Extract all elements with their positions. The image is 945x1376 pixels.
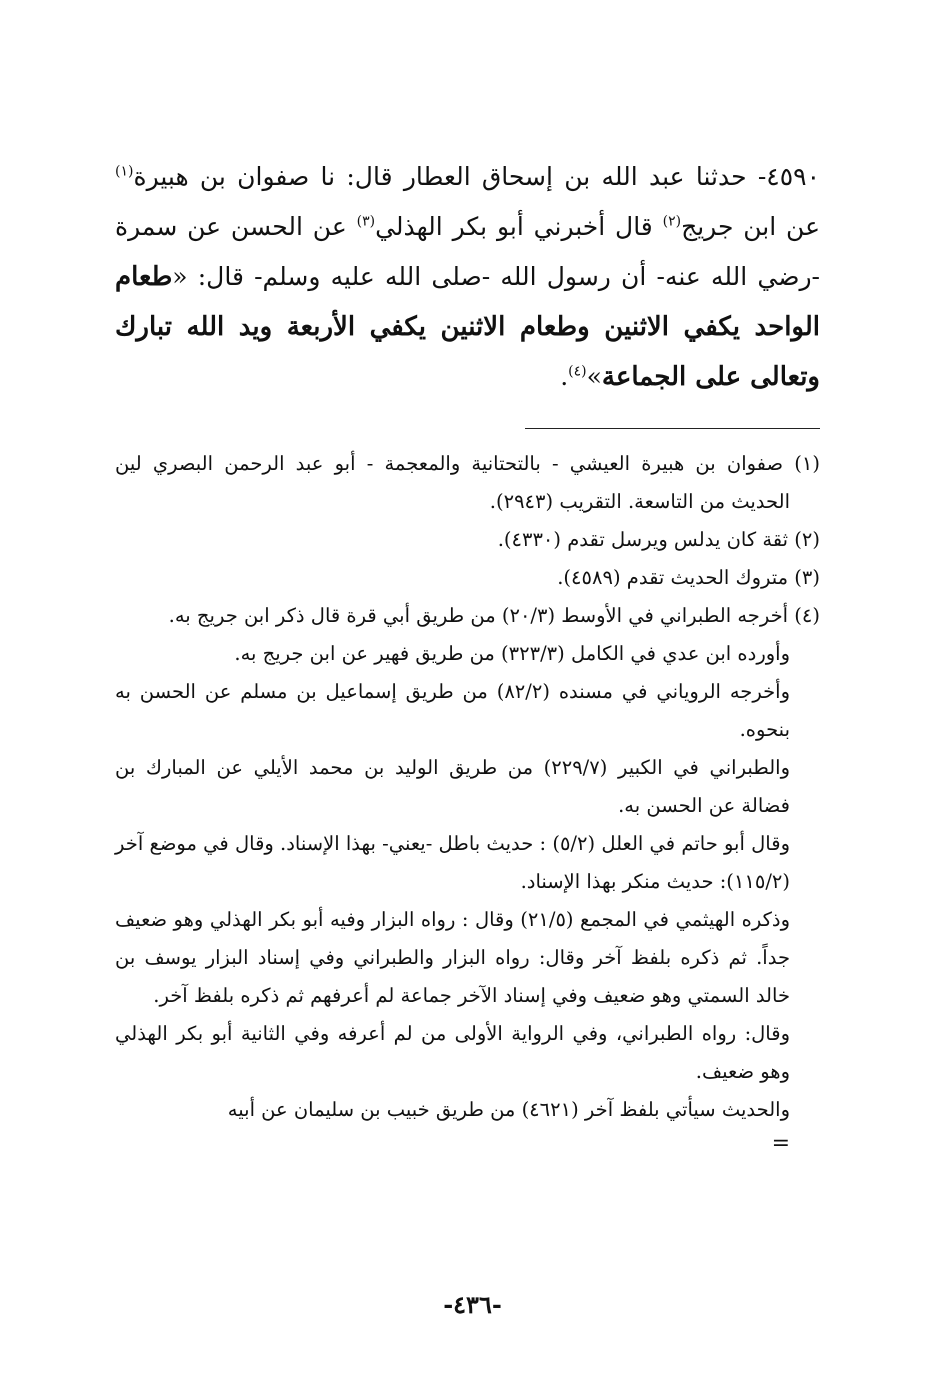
footnote-text: أخرجه الطبراني في الأوسط (٢٠/٣) من طريق أبي قرة قال ذكر ابن جريج به. bbox=[168, 604, 789, 627]
hadith-text-part: عن ابن جريج bbox=[681, 212, 820, 241]
footnote-ref-1: (١) bbox=[115, 163, 134, 180]
footnote-4 bbox=[115, 597, 820, 635]
hadith-paragraph bbox=[115, 152, 820, 402]
footnote-3 bbox=[115, 559, 820, 597]
footnote-ref-2: (٢) bbox=[662, 213, 682, 230]
footnote-4-detail: وذكره الهيثمي في المجمع (٢١/٥) وقال : رواه البزار وفيه أبو بكر الهذلي وهو ضعيف جداً. ثم ذكره بلفظ آخر وقال: رواه البزار والطبراني وفي إسناد البزار يوسف بن خالد السمتي وهو ضعيف وفي إسناد الآخر جماعة لم أعرفهم ثم ذكره بلفظ آخر. bbox=[115, 908, 790, 1007]
footnote-2 bbox=[115, 521, 820, 559]
footnote-4-detail: وقال: رواه الطبراني، وفي الرواية الأولى من لم أعرفه وفي الثانية أبو بكر الهذلي وهو ضعيف. bbox=[115, 1022, 790, 1083]
footnote-4-detail: وأخرجه الروياني في مسنده (٨٢/٢) من طريق إسماعيل بن مسلم عن الحسن به بنحوه. bbox=[115, 680, 790, 741]
hadith-text-part: عن الحسن عن سمرة -رضي الله عنه- أن رسول الله -صلى الله عليه وسلم- قال: « bbox=[115, 212, 820, 291]
footnote-text: صفوان بن هبيرة العيشي - بالتحتانية والمعجمة - أبو عبد الرحمن البصري لين الحديث من التاسعة. التقريب (٢٩٤٣). bbox=[115, 452, 790, 513]
footnote-number: (٤) bbox=[794, 604, 820, 627]
hadith-text-part: ٤٥٩٠- حدثنا عبد الله بن إسحاق العطار قال: نا صفوان بن هبيرة bbox=[133, 162, 820, 191]
footnote-1 bbox=[115, 445, 820, 521]
footnote-text: ثقة كان يدلس ويرسل تقدم (٤٣٣٠). bbox=[497, 528, 789, 551]
footnote-4-detail: وقال أبو حاتم في العلل (٥/٢) : حديث باطل -يعني- بهذا الإسناد. وقال في موضع آخر (١١٥/٢): حديث منكر بهذا الإسناد. bbox=[115, 832, 790, 893]
footnote-number: (٢) bbox=[794, 528, 820, 551]
footnote-ref-4: (٤) bbox=[568, 363, 587, 380]
footnote-text: متروك الحديث تقدم (٤٥٨٩). bbox=[557, 566, 789, 589]
footnote-separator bbox=[525, 428, 820, 429]
hadith-text-part: » bbox=[586, 362, 602, 391]
page-number: -٤٣٦- bbox=[443, 1290, 502, 1319]
footnote-number: (١) bbox=[794, 452, 820, 475]
footnotes-section bbox=[115, 445, 820, 1159]
hadith-text-part: قال أخبرني أبو بكر الهذلي bbox=[375, 212, 663, 241]
hadith-matn: طعام الواحد يكفي الاثنين وطعام الاثنين يكفي الأربعة ويد الله تبارك وتعالى على الجماعة bbox=[115, 262, 820, 392]
footnote-number: (٣) bbox=[794, 566, 820, 589]
footnote-4-detail: والحديث سيأتي بلفظ آخر (٤٦٢١) من طريق خبيب بن سليمان عن أبيه bbox=[227, 1098, 790, 1121]
footnote-4-detail: والطبراني في الكبير (٢٢٩/٧) من طريق الوليد بن محمد الأيلي عن المبارك بن فضالة عن الحسن به. bbox=[115, 756, 790, 817]
hadith-text-part: . bbox=[560, 362, 569, 391]
footnote-4-detail: وأورده ابن عدي في الكامل (٣٢٣/٣) من طريق فهير عن ابن جريج به. bbox=[234, 642, 790, 665]
continuation-mark: = bbox=[771, 1131, 790, 1156]
footnote-ref-3: (٣) bbox=[356, 213, 376, 230]
